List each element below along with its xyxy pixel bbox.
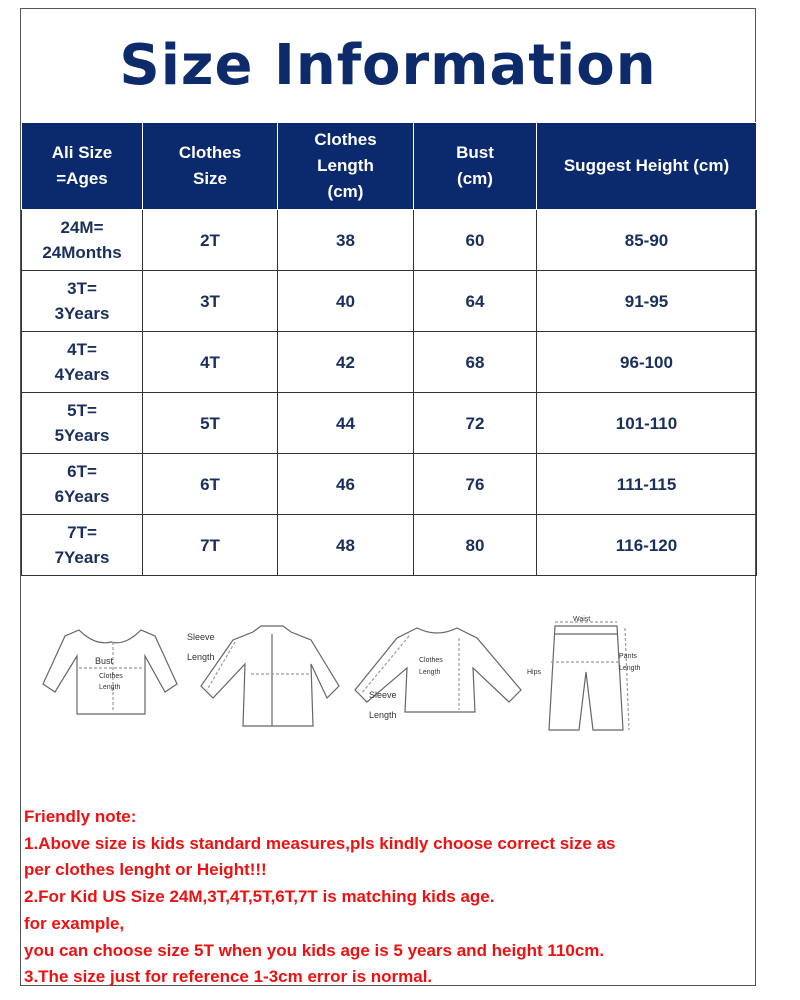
measurement-diagram	[21, 576, 756, 798]
cell-length: 48	[278, 515, 414, 576]
age-line: 5T=	[67, 401, 97, 420]
cell-size: 7T	[143, 515, 278, 576]
label-sleeve-3: Sleeve	[369, 690, 397, 700]
cell-size: 6T	[143, 454, 278, 515]
table-row	[22, 515, 757, 576]
header-line: Length	[317, 156, 374, 175]
header-line: Ali Size	[51, 143, 113, 162]
cell-bust: 76	[414, 454, 537, 515]
measurement-illustrations	[21, 576, 756, 798]
cell-size: 3T	[143, 271, 278, 332]
label-clothes-3: Clothes	[419, 657, 443, 664]
header-suggest-height	[537, 123, 757, 210]
cell-length: 40	[278, 271, 414, 332]
label-sleeve-1: Sleeve	[187, 632, 215, 642]
age-line: 6T=	[67, 462, 97, 481]
age-line: 24Months	[42, 243, 122, 262]
table-row	[22, 210, 757, 271]
header-line: Clothes	[178, 143, 242, 162]
header-line: Size	[192, 169, 228, 188]
cell-length: 44	[278, 393, 414, 454]
age-line: 6Years	[54, 487, 110, 506]
label-clothes: Clothes	[99, 673, 123, 680]
note-line: you can choose size 5T when you kids age is 5 years and height 110cm.	[24, 940, 605, 960]
shirt-sleeve-diagram	[201, 626, 339, 726]
label-pants: Pants	[619, 653, 637, 660]
header-ali-size	[22, 123, 143, 210]
cell-size: 5T	[143, 393, 278, 454]
cell-age	[22, 515, 143, 576]
label-sleeve-length-3: Length	[369, 710, 397, 720]
note-line: 1.Above size is kids standard measures,pls kindly choose correct size as	[24, 833, 616, 853]
cell-height: 111-115	[537, 454, 757, 515]
table-row	[22, 454, 757, 515]
cell-height: 116-120	[537, 515, 757, 576]
age-line: 4Years	[54, 365, 110, 384]
note-line: per clothes lenght or Height!!!	[24, 860, 267, 880]
cell-height: 91-95	[537, 271, 757, 332]
table-row	[22, 393, 757, 454]
header-line: Suggest Height (cm)	[563, 156, 730, 175]
cell-height: 101-110	[537, 393, 757, 454]
age-line: 24M=	[60, 218, 104, 237]
header-line: =Ages	[56, 169, 108, 188]
cell-height: 96-100	[537, 332, 757, 393]
age-line: 7Years	[54, 548, 110, 567]
table-row	[22, 332, 757, 393]
pants-diagram	[549, 622, 629, 730]
table-row	[22, 271, 757, 332]
age-line: 5Years	[54, 426, 110, 445]
cell-age	[22, 210, 143, 271]
table-header-row	[22, 123, 757, 210]
size-table	[21, 122, 757, 576]
age-line: 3Years	[54, 304, 110, 323]
label-sleeve-length-1: Length	[187, 652, 215, 662]
cell-age	[22, 393, 143, 454]
label-bust: Bust	[95, 656, 114, 666]
note-line: 2.For Kid US Size 24M,3T,4T,5T,6T,7T is matching kids age.	[24, 887, 495, 907]
cell-height: 85-90	[537, 210, 757, 271]
header-line: Bust	[456, 143, 494, 162]
cell-bust: 68	[414, 332, 537, 393]
age-line: 7T=	[67, 523, 97, 542]
label-length: Length	[99, 684, 121, 691]
label-pants-length: Length	[619, 665, 641, 672]
header-clothes-length	[278, 123, 414, 210]
cell-bust: 72	[414, 393, 537, 454]
label-waist: Waist	[573, 616, 591, 623]
header-clothes-size	[143, 123, 278, 210]
cell-length: 38	[278, 210, 414, 271]
cell-bust: 64	[414, 271, 537, 332]
header-line: (cm)	[457, 169, 493, 188]
cell-length: 46	[278, 454, 414, 515]
cell-age	[22, 454, 143, 515]
shirt-bust-diagram	[43, 630, 177, 714]
friendly-note	[24, 804, 754, 991]
page-title: Size Information	[119, 32, 657, 98]
age-line: 4T=	[67, 340, 97, 359]
cell-age	[22, 332, 143, 393]
label-length-3: Length	[419, 669, 441, 676]
header-bust	[414, 123, 537, 210]
cell-bust: 80	[414, 515, 537, 576]
cell-bust: 60	[414, 210, 537, 271]
note-heading: Friendly note:	[24, 807, 137, 826]
note-line: 3.The size just for reference 1-3cm error is normal.	[24, 967, 433, 987]
note-line: for example,	[24, 913, 125, 933]
cell-age	[22, 271, 143, 332]
cell-size: 4T	[143, 332, 278, 393]
cell-size: 2T	[143, 210, 278, 271]
label-hips: Hips	[527, 669, 542, 676]
header-line: Clothes	[314, 130, 377, 149]
age-line: 3T=	[67, 279, 97, 298]
cell-length: 42	[278, 332, 414, 393]
header-line: (cm)	[327, 182, 364, 201]
